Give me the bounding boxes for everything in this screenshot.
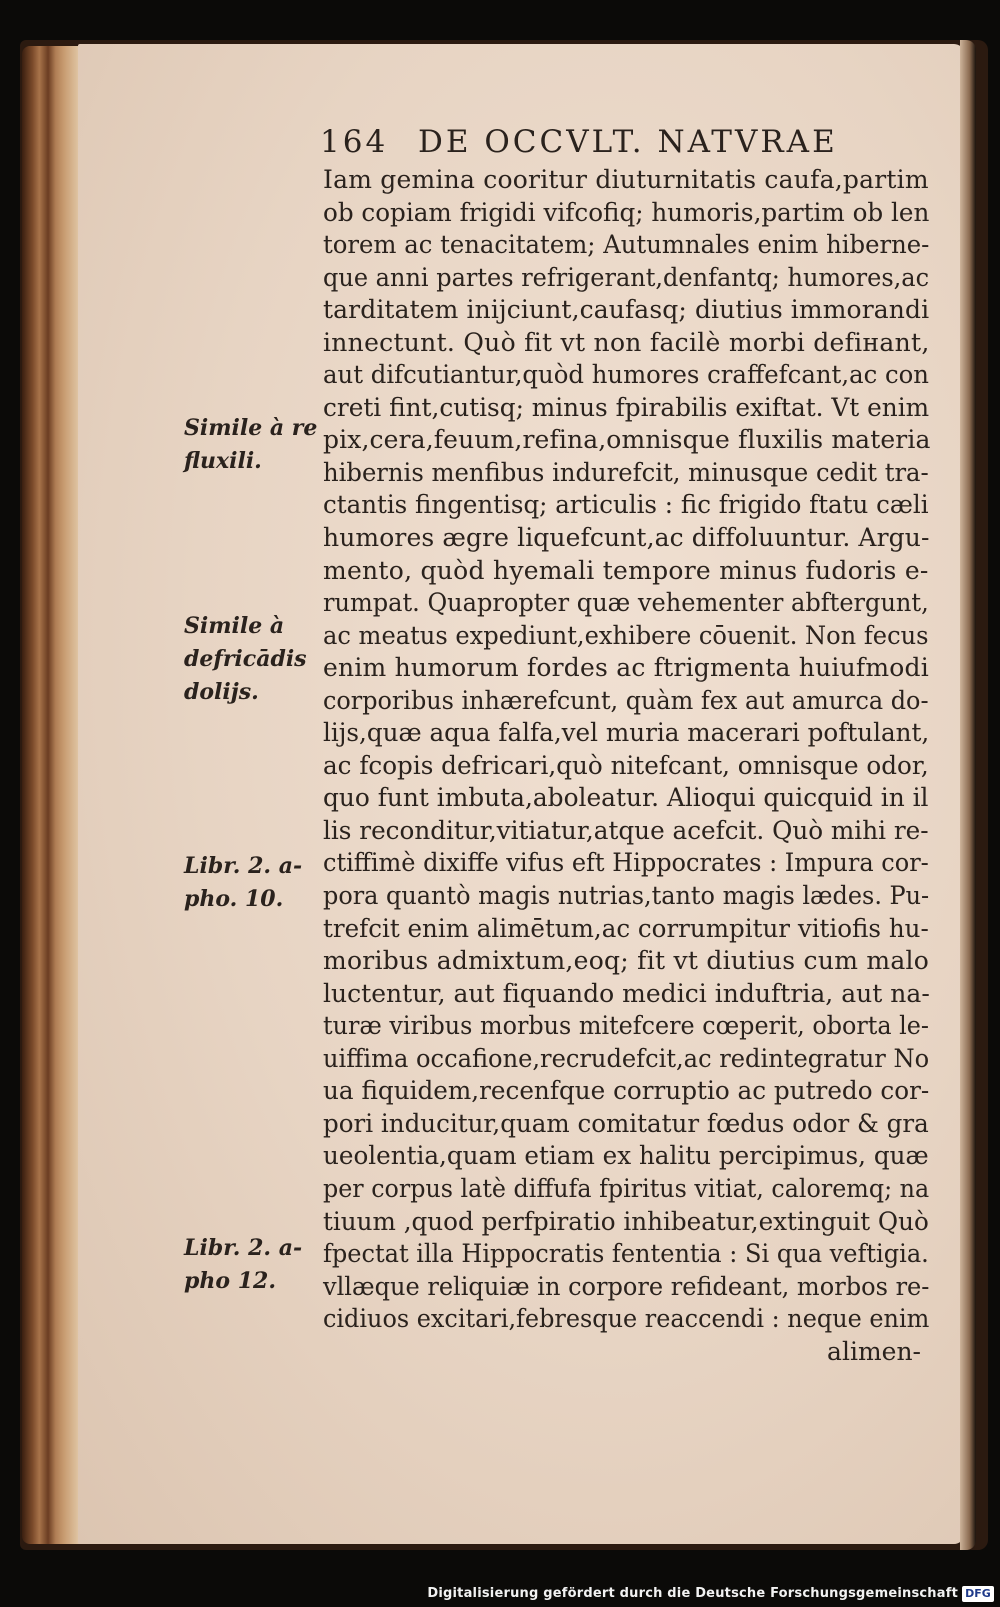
text-line: pora quantò magis nutrias,tanto magis lædes. Pu- [323, 881, 930, 911]
text-line: lis reconditur,vitiatur,atque acefcit. Quò mihi re- [323, 815, 929, 845]
book-fore-edge [22, 46, 80, 1544]
text-line: humores ægre liquefcunt,ac diffoluuntur. Argu- [323, 523, 930, 553]
text-line: ua fiquidem,recenfque corruptio ac putredo cor- [323, 1076, 930, 1106]
text-line: ctantis fingentisq; articulis : fic frigido ftatu cæli [323, 490, 929, 520]
margin-note-1 [184, 412, 317, 478]
body-text [323, 164, 929, 1368]
margin-note-4 [184, 1232, 302, 1298]
text-line: per corpus latè diffufa fpiritus vitiat, caloremq; na [323, 1173, 930, 1203]
margin-note-line: dolijs. [184, 679, 259, 705]
text-line: Iam gemina cooritur diuturnitatis caufa,partim [323, 165, 929, 194]
margin-note-line: Simile à re [184, 415, 318, 441]
text-line: alimen- [827, 1336, 921, 1366]
text-line: innectunt. Quò fit vt non facilè morbi defінant, [323, 327, 930, 357]
margin-note-2 [184, 610, 307, 709]
text-line: turæ viribus morbus mitefcere cœperit, oborta le- [323, 1011, 929, 1041]
text-line: torem ac tenacitatem; Autumnales enim hiberne- [323, 230, 930, 260]
text-line: trefcit enim alimētum,ac corrumpitur vitiofis hu- [323, 913, 929, 943]
text-line: rumpat. Quapropter quæ vehementer abftergunt, [323, 588, 929, 618]
text-line: ctiffimè dixiffe vifus eft Hippocrates : Impura cor- [323, 848, 929, 878]
text-line: cidiuos excitari,febresque reaccendi : neque enim [323, 1304, 930, 1334]
text-line: tarditatem inijciunt,caufasq; diutius immorandi [323, 295, 930, 325]
page-number: 164 [320, 124, 389, 160]
text-line: luctentur, aut fiquando medici induftria, aut na- [323, 978, 930, 1008]
text-line: ac meatus expediunt,exhibere cōuenit. Non fecus [323, 620, 929, 650]
page-gutter [960, 40, 976, 1550]
text-line: ac fcopis defricari,quò nitefcant, omnisque odor, [323, 750, 929, 780]
text-line: aut difcutiantur,quòd humores craffefcant,ac con [323, 360, 929, 390]
text-line: moribus admixtum,eoq; fit vt diutius cum malo [323, 946, 930, 976]
margin-note-line: pho 12. [184, 1268, 276, 1294]
text-line: mento, quòd hyemali tempore minus fudoris e- [323, 555, 929, 585]
margin-note-3 [184, 850, 302, 916]
margin-note-line: fluxili. [184, 448, 262, 474]
text-line: vllæque reliquiæ in corpore refideant, morbos re- [323, 1271, 930, 1301]
text-line: hibernis menfibus indurefcit, minusque cedit tra- [323, 457, 929, 487]
running-header [320, 120, 880, 166]
margin-note-line: defricādis [184, 646, 307, 672]
text-line: ob copiam frigidi vifcofiq; humoris,partim ob len [323, 197, 930, 227]
text-line: que anni partes refrigerant,denfantq; humores,ac [323, 262, 930, 292]
text-line: enim humorum fordes ac ftrigmenta huiufmodi [323, 653, 929, 683]
margin-note-line: Simile à [184, 613, 285, 639]
text-line: ueolentia,quam etiam ex halitu percipimus, quæ [323, 1141, 929, 1171]
text-line: lijs,quæ aqua falfa,vel muria macerari poftulant, [323, 718, 930, 748]
digitization-credit: Digitalisierung gefördert durch die Deutsche Forschungsgemeinschaft [427, 1586, 958, 1601]
text-line: corporibus inhærefcunt, quàm fex aut amurca do- [323, 685, 929, 715]
margin-note-line: Libr. 2. a- [184, 853, 303, 879]
text-line: uiffima occafione,recrudefcit,ac redintegratur No [323, 1043, 930, 1073]
running-title: DE OCCVLT. NATVRAE [418, 124, 838, 160]
text-line: quo funt imbuta,aboleatur. Alioqui quicquid in il [323, 783, 929, 813]
text-line: pix,cera,feuum,refina,omnisque fluxilis materia [323, 425, 931, 455]
text-line: tiuum ,quod perfpiratio inhibeatur,extinguit Quò [323, 1206, 929, 1236]
dfg-logo: DFG [962, 1586, 994, 1602]
margin-note-line: pho. 10. [184, 886, 284, 912]
text-line: creti fint,cutisq; minus fpirabilis exiftat. Vt enim [323, 392, 930, 422]
text-line: fpectat illa Hippocratis fententia : Si qua veftigia. [323, 1239, 929, 1269]
text-line: pori inducitur,quam comitatur fœdus odor & gra [323, 1108, 929, 1138]
margin-note-line: Libr. 2. a- [184, 1235, 303, 1261]
